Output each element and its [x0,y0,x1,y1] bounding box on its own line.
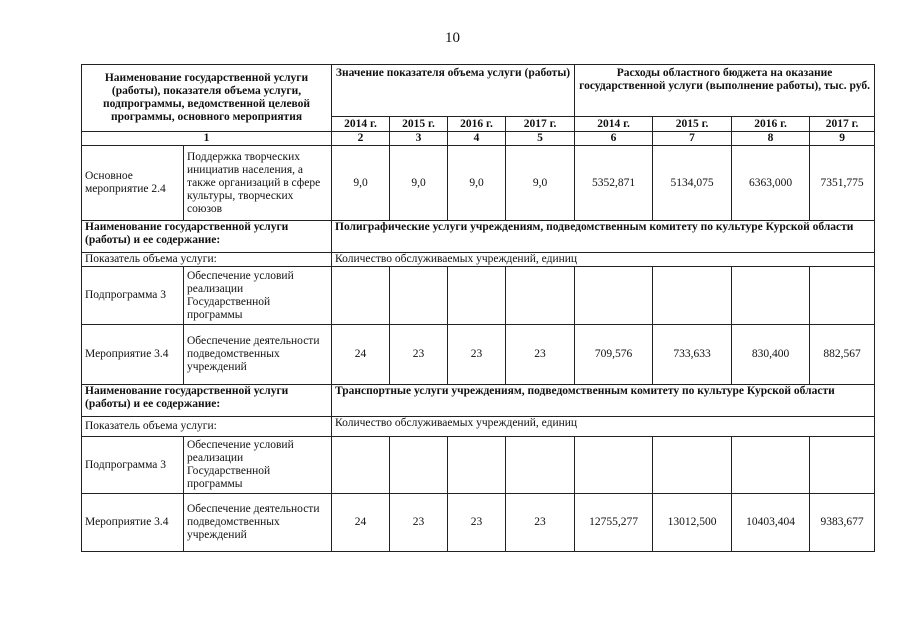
col-number: 9 [810,132,875,146]
year-header: 2016 г. [732,117,810,132]
header-budget: Расходы областного бюджета на оказание государственной услуги (выполнение работы), тыс. руб. [575,65,875,117]
value-cell: 9,0 [448,146,506,221]
header-name: Наименование государственной услуги (работы), показателя объема услуги, подпрограммы, ведомственной целевой программы, основного мероприятия [82,65,332,132]
col-number: 2 [332,132,390,146]
value-cell: 709,576 [575,325,653,385]
value-cell: 830,400 [732,325,810,385]
table-row [82,267,875,325]
value-cell: 13012,500 [653,494,732,552]
indicator-row [82,417,875,437]
row-desc: Поддержка творческих инициатив населения, а также организаций в сфере культуры, творческих союзов [184,146,332,221]
budget-table [81,64,875,552]
year-header: 2016 г. [448,117,506,132]
row-label: Подпрограмма 3 [82,437,184,494]
row-label: Основное мероприятие 2.4 [82,146,184,221]
value-cell: 10403,404 [732,494,810,552]
value-cell: 5134,075 [653,146,732,221]
year-header: 2017 г. [810,117,875,132]
value-cell: 23 [448,494,506,552]
value-cell: 9,0 [332,146,390,221]
col-number: 5 [506,132,575,146]
value-cell: 9,0 [390,146,448,221]
indicator-value: Количество обслуживаемых учреждений, единиц [332,417,875,437]
indicator-label: Показатель объема услуги: [82,253,332,267]
service-value: Полиграфические услуги учреждениям, подведомственным комитету по культуре Курской области [332,221,875,253]
year-header: 2015 г. [653,117,732,132]
row-label: Мероприятие 3.4 [82,325,184,385]
row-desc: Обеспечение условий реализации Государственной программы [184,437,332,494]
value-cell: 12755,277 [575,494,653,552]
table-row [82,494,875,552]
indicator-row [82,253,875,267]
row-desc: Обеспечение условий реализации Государственной программы [184,267,332,325]
value-cell: 5352,871 [575,146,653,221]
value-cell: 23 [506,325,575,385]
row-desc: Обеспечение деятельности подведомственных учреждений [184,325,332,385]
indicator-value: Количество обслуживаемых учреждений, единиц [332,253,875,267]
value-cell: 23 [390,494,448,552]
table-row [82,437,875,494]
value-cell: 23 [448,325,506,385]
section-service-row [82,385,875,417]
col-number: 8 [732,132,810,146]
table-row [82,325,875,385]
row-desc: Обеспечение деятельности подведомственных учреждений [184,494,332,552]
value-cell: 23 [390,325,448,385]
value-cell: 882,567 [810,325,875,385]
service-label: Наименование государственной услуги (работы) и ее содержание: [82,385,332,417]
value-cell: 24 [332,325,390,385]
value-cell: 7351,775 [810,146,875,221]
value-cell: 9,0 [506,146,575,221]
row-label: Подпрограмма 3 [82,267,184,325]
page-number: 10 [445,30,460,46]
value-cell: 24 [332,494,390,552]
service-value: Транспортные услуги учреждениям, подведомственным комитету по культуре Курской области [332,385,875,417]
col-number: 4 [448,132,506,146]
year-header: 2014 г. [332,117,390,132]
year-header: 2014 г. [575,117,653,132]
year-header: 2015 г. [390,117,448,132]
col-number: 1 [82,132,332,146]
col-number: 6 [575,132,653,146]
value-cell: 733,633 [653,325,732,385]
col-number: 7 [653,132,732,146]
header-volume: Значение показателя объема услуги (работы) [332,65,575,117]
indicator-label: Показатель объема услуги: [82,417,332,437]
value-cell: 23 [506,494,575,552]
service-label: Наименование государственной услуги (работы) и ее содержание: [82,221,332,253]
table-row [82,146,875,221]
col-number: 3 [390,132,448,146]
year-header: 2017 г. [506,117,575,132]
section-service-row [82,221,875,253]
value-cell: 9383,677 [810,494,875,552]
row-label: Мероприятие 3.4 [82,494,184,552]
value-cell: 6363,000 [732,146,810,221]
